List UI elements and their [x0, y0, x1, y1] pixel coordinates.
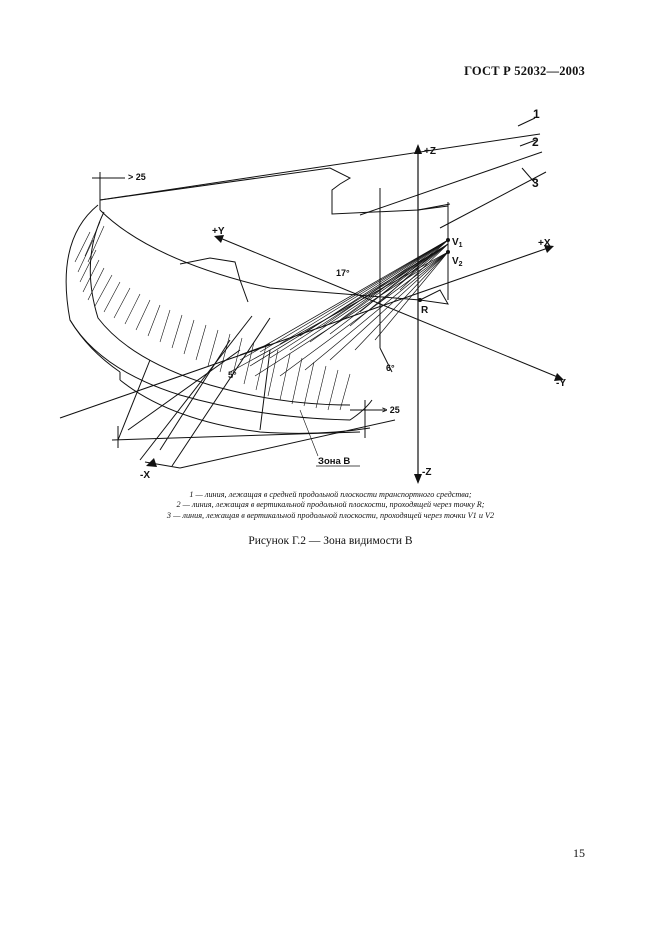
point-r [418, 298, 422, 302]
callout-1: 1 [533, 107, 540, 121]
point-v2 [446, 250, 450, 254]
document-header: ГОСТ Р 52032—2003 [464, 64, 585, 78]
angle-17: 17° [336, 268, 350, 278]
legend-item-2: 2 — линия, лежащая в вертикальной продольной плоскости, проходящей через точку R; [176, 500, 485, 510]
r-label: R [421, 305, 429, 316]
figure-caption: Рисунок Г.2 — Зона видимости В [248, 535, 413, 547]
line-1 [100, 134, 540, 200]
z-minus-label: -Z [422, 467, 432, 478]
legend-item-1: 1 — линия, лежащая в средней продольной плоскости транспортного средства; [189, 490, 472, 499]
v2-label: $V_2$ [452, 256, 463, 268]
point-v1 [446, 238, 450, 242]
zone-hatching [75, 222, 350, 410]
sight-line-fan [230, 240, 448, 376]
line-2 [360, 152, 542, 215]
z-minus-arrow [414, 474, 422, 484]
dim-gt25-top: > 25 [128, 172, 146, 182]
figure-legend [60, 490, 601, 521]
callout-2: 2 [532, 135, 539, 149]
page-number: 15 [573, 846, 585, 860]
line-3 [440, 172, 546, 228]
callout-3: 3 [532, 176, 539, 190]
x-minus-label: -X [140, 470, 150, 481]
y-plus-label: +Y [212, 226, 225, 237]
z-plus-arrow [414, 144, 422, 154]
v1-label: $V_1$ [452, 237, 463, 249]
angle-5: 5° [228, 370, 237, 380]
x-plus-label: +X [538, 238, 551, 249]
legend-item-3: 3 — линия, лежащая в вертикальной продольной плоскости, проходящей через точки V1 и V2 [166, 510, 495, 520]
z-plus-label: +Z [424, 146, 436, 157]
angle-6: 6° [386, 363, 395, 373]
windshield-top [100, 168, 450, 214]
zone-label: Зона В [318, 456, 351, 467]
y-minus-label: -Y [556, 378, 566, 389]
dim-gt25-bottom: > 25 [382, 405, 400, 415]
